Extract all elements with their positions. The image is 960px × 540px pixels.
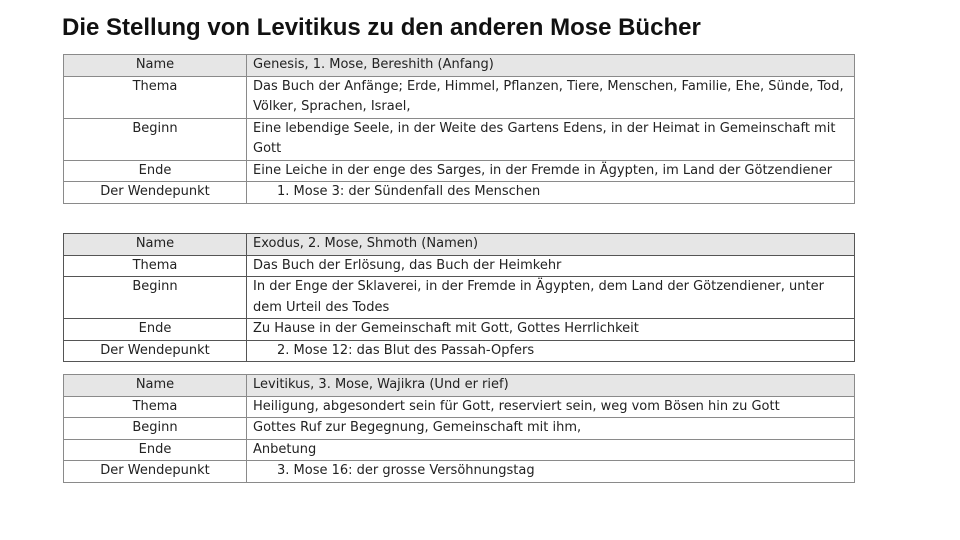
- table-row: [64, 319, 855, 341]
- table-row: [64, 396, 855, 418]
- row-value: Eine lebendige Seele, in der Weite des Gartens Edens, in der Heimat in Gemeinschaft mit Gott: [247, 118, 855, 160]
- row-value: Zu Hause in der Gemeinschaft mit Gott, Gottes Herrlichkeit: [247, 319, 855, 341]
- row-value: 3. Mose 16: der grosse Versöhnungstag: [247, 461, 855, 483]
- table-row: [64, 255, 855, 277]
- row-value: Anbetung: [247, 439, 855, 461]
- row-label: Name: [64, 234, 247, 256]
- row-label: Ende: [64, 160, 247, 182]
- row-label: Der Wendepunkt: [64, 461, 247, 483]
- row-label: Name: [64, 55, 247, 77]
- row-label: Der Wendepunkt: [64, 340, 247, 362]
- row-label: Ende: [64, 319, 247, 341]
- row-value: Exodus, 2. Mose, Shmoth (Namen): [247, 234, 855, 256]
- row-value: Heiligung, abgesondert sein für Gott, reserviert sein, weg vom Bösen hin zu Gott: [247, 396, 855, 418]
- table-row: [64, 234, 855, 256]
- row-value: Genesis, 1. Mose, Bereshith (Anfang): [247, 55, 855, 77]
- row-label: Thema: [64, 76, 247, 118]
- row-value: Das Buch der Erlösung, das Buch der Heimkehr: [247, 255, 855, 277]
- row-value: Das Buch der Anfänge; Erde, Himmel, Pflanzen, Tiere, Menschen, Familie, Ehe, Sünde, Tod, Völker, Sprachen, Israel,: [247, 76, 855, 118]
- row-label: Beginn: [64, 277, 247, 319]
- row-value: 2. Mose 12: das Blut des Passah-Opfers: [247, 340, 855, 362]
- table-row: [64, 461, 855, 483]
- row-value: Gottes Ruf zur Begegnung, Gemeinschaft mit ihm,: [247, 418, 855, 440]
- row-label: Beginn: [64, 118, 247, 160]
- table-row: [64, 118, 855, 160]
- row-value: Eine Leiche in der enge des Sarges, in der Fremde in Ägypten, im Land der Götzendiener: [247, 160, 855, 182]
- row-label: Thema: [64, 255, 247, 277]
- levitikus-table: [63, 374, 855, 483]
- table-row: [64, 277, 855, 319]
- genesis-table: [63, 54, 855, 204]
- row-label: Name: [64, 375, 247, 397]
- table-row: [64, 439, 855, 461]
- row-label: Der Wendepunkt: [64, 182, 247, 204]
- row-label: Ende: [64, 439, 247, 461]
- row-value: 1. Mose 3: der Sündenfall des Menschen: [247, 182, 855, 204]
- table-row: [64, 76, 855, 118]
- table-row: [64, 55, 855, 77]
- table-row: [64, 160, 855, 182]
- exodus-table: [63, 233, 855, 362]
- row-label: Beginn: [64, 418, 247, 440]
- table-row: [64, 340, 855, 362]
- table-row: [64, 375, 855, 397]
- row-value: In der Enge der Sklaverei, in der Fremde in Ägypten, dem Land der Götzendiener, unter dem Urteil des Todes: [247, 277, 855, 319]
- row-label: Thema: [64, 396, 247, 418]
- page-title: Die Stellung von Levitikus zu den anderen Mose Bücher: [62, 14, 701, 41]
- table-row: [64, 418, 855, 440]
- table-row: [64, 182, 855, 204]
- row-value: Levitikus, 3. Mose, Wajikra (Und er rief): [247, 375, 855, 397]
